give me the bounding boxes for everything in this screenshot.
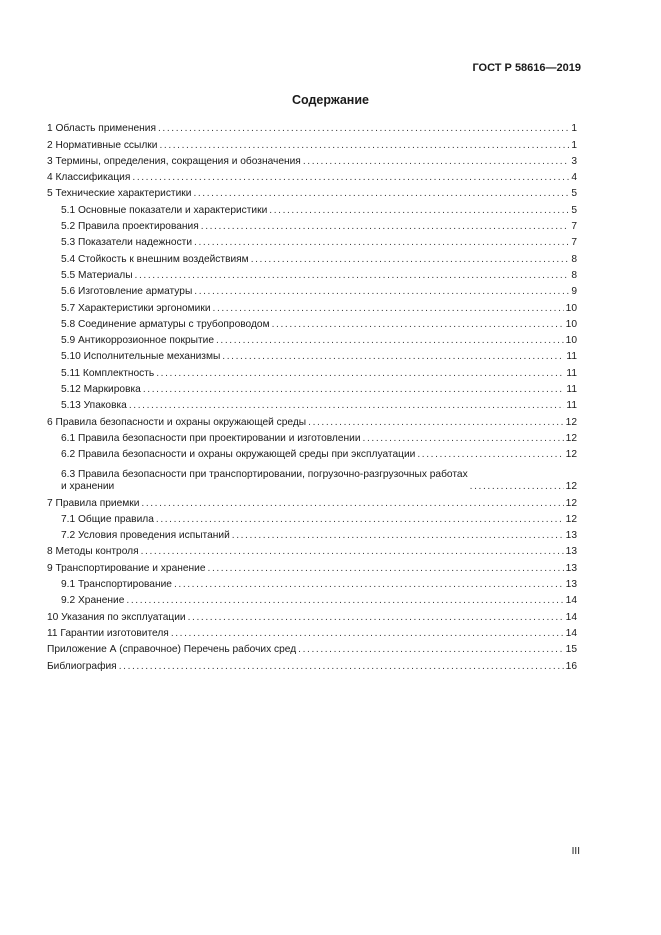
toc-entry[interactable]: [47, 494, 577, 510]
toc-entry-label: 11 Гарантии изготовителя: [47, 627, 169, 639]
toc-leader-dots: [222, 351, 564, 363]
toc-leader-dots: [269, 205, 569, 217]
toc-entry-page: 1: [571, 139, 577, 151]
toc-entry[interactable]: [47, 576, 577, 592]
toc-entry-label: 5.10 Исполнительные механизмы: [61, 351, 221, 363]
toc-entry-page: 9: [571, 286, 577, 298]
toc-entry-label: 5.7 Характеристики эргономики: [61, 302, 211, 314]
toc-leader-dots: [201, 221, 570, 233]
toc-entry-page: 5: [571, 188, 577, 200]
toc-entry[interactable]: [47, 413, 577, 429]
toc-entry-label: 5.13 Упаковка: [61, 400, 127, 412]
toc-entry-page: 14: [565, 627, 577, 639]
toc-entry-page: 8: [571, 253, 577, 265]
toc-entry[interactable]: [47, 348, 577, 364]
toc-entry-label: 6.1 Правила безопасности при проектировании и изготовлении: [61, 432, 361, 444]
toc-entry[interactable]: [47, 625, 577, 641]
toc-leader-dots: [126, 595, 563, 607]
toc-entry[interactable]: [47, 462, 577, 494]
toc-entry-page: 11: [566, 367, 577, 379]
toc-entry-label: 7.2 Условия проведения испытаний: [61, 530, 230, 542]
toc-entry-label: 6.2 Правила безопасности и охраны окружающей среды при эксплуатации: [61, 449, 416, 461]
toc-entry-label: 5.5 Материалы: [61, 269, 133, 281]
toc-leader-dots: [156, 514, 564, 526]
toc-entry[interactable]: [47, 136, 577, 152]
toc-leader-dots: [272, 319, 564, 331]
toc-entry-label: Приложение А (справочное) Перечень рабочих сред: [47, 644, 297, 656]
toc-leader-dots: [135, 270, 570, 282]
toc-entry-label: 6 Правила безопасности и охраны окружающей среды: [47, 416, 307, 428]
toc-leader-dots: [159, 140, 569, 152]
toc-entry-label: 5.8 Соединение арматуры с трубопроводом: [61, 318, 270, 330]
toc-entry[interactable]: [47, 153, 577, 169]
toc-entry-page: 10: [565, 318, 577, 330]
toc-leader-dots: [141, 498, 563, 510]
toc-entry-label: 5.1 Основные показатели и характеристики: [61, 204, 268, 216]
toc-entry-page: 14: [565, 595, 577, 607]
toc-leader-dots: [232, 530, 564, 542]
toc-entry[interactable]: [47, 201, 577, 217]
toc-entry[interactable]: [47, 332, 577, 348]
toc-leader-dots: [143, 384, 565, 396]
toc-entry[interactable]: [47, 608, 577, 624]
table-of-contents: [47, 120, 577, 674]
toc-leader-dots: [158, 123, 569, 135]
toc-entry[interactable]: [47, 364, 577, 380]
toc-entry[interactable]: [47, 250, 577, 266]
toc-entry-page: 7: [571, 237, 577, 249]
toc-entry-page: 15: [565, 644, 577, 656]
toc-leader-dots: [216, 335, 564, 347]
toc-entry-label: 5.2 Правила проектирования: [61, 221, 199, 233]
toc-entry-label: 3 Термины, определения, сокращения и обозначения: [47, 155, 301, 167]
toc-entry-label: 5 Технические характеристики: [47, 188, 192, 200]
toc-entry-page: 16: [565, 660, 577, 672]
toc-entry-page: 12: [565, 449, 577, 461]
toc-leader-dots: [417, 449, 563, 461]
toc-entry-label: 5.12 Маркировка: [61, 384, 141, 396]
toc-leader-dots: [129, 400, 565, 412]
toc-entry-page: 11: [566, 384, 577, 396]
toc-leader-dots: [174, 579, 564, 591]
toc-entry-label: 5.6 Изготовление арматуры: [61, 286, 193, 298]
toc-leader-dots: [303, 156, 570, 168]
toc-entry-page: 10: [565, 302, 577, 314]
page-number: III: [571, 846, 580, 857]
toc-entry-label: 9 Транспортирование и хранение: [47, 562, 206, 574]
toc-entry-label: 9.2 Хранение: [61, 595, 125, 607]
toc-entry-page: 1: [571, 123, 577, 135]
toc-entry[interactable]: [47, 381, 577, 397]
toc-leader-dots: [251, 254, 570, 266]
toc-leader-dots: [194, 237, 569, 249]
toc-entry-page: 12: [565, 481, 577, 493]
toc-leader-dots: [363, 433, 564, 445]
toc-entry-page: 3: [571, 155, 577, 167]
toc-leader-dots: [188, 612, 564, 624]
toc-entry-label: 7.1 Общие правила: [61, 513, 154, 525]
toc-leader-dots: [119, 661, 564, 673]
toc-leader-dots: [470, 481, 564, 493]
toc-entry-label: 9.1 Транспортирование: [61, 579, 172, 591]
toc-entry[interactable]: [47, 641, 577, 657]
toc-entry[interactable]: [47, 559, 577, 575]
toc-entry[interactable]: [47, 316, 577, 332]
toc-entry[interactable]: [47, 430, 577, 446]
toc-leader-dots: [193, 188, 569, 200]
toc-entry-label: 5.3 Показатели надежности: [61, 237, 193, 249]
toc-entry-page: 4: [571, 172, 577, 184]
toc-entry[interactable]: [47, 543, 577, 559]
toc-entry[interactable]: [47, 592, 577, 608]
toc-entry[interactable]: [47, 299, 577, 315]
toc-leader-dots: [213, 303, 564, 315]
standard-code: ГОСТ Р 58616—2019: [472, 62, 581, 74]
toc-entry-page: 13: [565, 579, 577, 591]
toc-entry[interactable]: [47, 185, 577, 201]
toc-entry-page: 12: [565, 432, 577, 444]
toc-entry-label: 2 Нормативные ссылки: [47, 139, 158, 151]
toc-entry-page: 5: [571, 204, 577, 216]
toc-leader-dots: [194, 286, 569, 298]
toc-leader-dots: [171, 628, 564, 640]
toc-entry[interactable]: [47, 446, 577, 462]
toc-entry[interactable]: [47, 283, 577, 299]
toc-entry-page: 12: [565, 497, 577, 509]
toc-entry-label: 10 Указания по эксплуатации: [47, 611, 186, 623]
toc-entry-page: 8: [571, 269, 577, 281]
toc-entry[interactable]: [47, 657, 577, 673]
toc-entry[interactable]: [47, 120, 577, 136]
toc-entry-page: 7: [571, 221, 577, 233]
toc-entry-label: 5.11 Комплектность: [61, 367, 155, 379]
toc-leader-dots: [156, 368, 564, 380]
toc-entry-label: Библиография: [47, 660, 117, 672]
toc-entry[interactable]: [47, 267, 577, 283]
toc-leader-dots: [208, 563, 564, 575]
toc-leader-dots: [298, 644, 563, 656]
toc-entry-page: 13: [565, 546, 577, 558]
toc-entry-label: 8 Методы контроля: [47, 546, 139, 558]
toc-entry[interactable]: [47, 527, 577, 543]
toc-entry[interactable]: [47, 218, 577, 234]
toc-entry-page: 13: [565, 530, 577, 542]
toc-entry-label: 6.3 Правила безопасности при транспортировании, погрузочно-разгрузочных работах и хранении: [61, 469, 468, 493]
toc-entry-label: 7 Правила приемки: [47, 497, 140, 509]
toc-title: Содержание: [291, 93, 369, 107]
toc-entry-page: 13: [565, 562, 577, 574]
toc-entry[interactable]: [47, 169, 577, 185]
toc-entry-page: 14: [565, 611, 577, 623]
toc-entry-page: 11: [566, 351, 577, 363]
toc-entry-label: 5.9 Антикоррозионное покрытие: [61, 335, 214, 347]
toc-entry-label: 4 Классификация: [47, 172, 131, 184]
toc-entry[interactable]: [47, 397, 577, 413]
toc-entry-label: 5.4 Стойкость к внешним воздействиям: [61, 253, 249, 265]
toc-entry-page: 12: [565, 416, 577, 428]
toc-entry[interactable]: [47, 234, 577, 250]
toc-entry[interactable]: [47, 511, 577, 527]
toc-leader-dots: [308, 417, 564, 429]
toc-leader-dots: [132, 172, 569, 184]
toc-entry-page: 12: [565, 513, 577, 525]
toc-entry-page: 10: [565, 335, 577, 347]
toc-entry-label: 1 Область применения: [47, 123, 156, 135]
toc-leader-dots: [141, 546, 564, 558]
toc-entry-page: 11: [566, 400, 577, 412]
